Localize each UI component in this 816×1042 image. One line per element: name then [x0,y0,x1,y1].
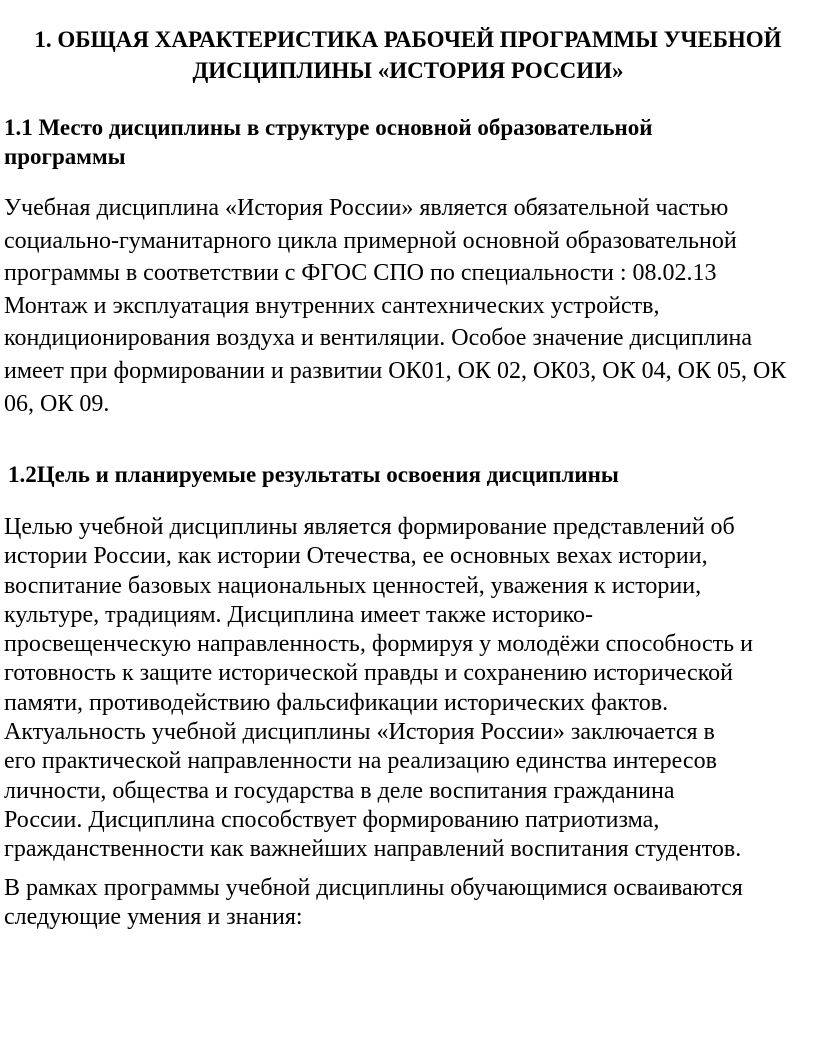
section-1-2-paragraph-skills-intro: В рамках программы учебной дисциплины обучающимися осваиваются следующие умения и знания: [4,875,743,931]
section-1-2-paragraph-relevance: Актуальность учебной дисциплины «История России» заключается в его практической направленности на реализацию единства интересов личности, общества и государства в деле воспитания гражданина России. Дисциплина способствует формированию патриотизма, гражданственности как важнейших направлений воспитания студентов. [4,719,742,863]
section-heading-1-1: 1.1 Место дисциплины в структуре основной образовательной программы [4,115,653,169]
document-title: 1. ОБЩАЯ ХАРАКТЕРИСТИКА РАБОЧЕЙ ПРОГРАММЫ УЧЕБНОЙ ДИСЦИПЛИНЫ «ИСТОРИЯ РОССИИ» [34,27,782,83]
section-1-2-paragraph-goal: Целью учебной дисциплины является формирование представлений об истории России, как истории Отечества, ее основных вехах истории, воспитание базовых национальных ценностей, уважения к истории, культуре, традициям. Дисциплина имеет также историко- просвещенческую направленность, формируя у молодёжи способность и готовность к защите исторической правды и сохранению исторической памяти, противодействию фальсификации исторических фактов. [4,514,753,716]
section-1-1-paragraph: Учебная дисциплина «История России» является обязательной частью социально-гуманитарного цикла примерной основной образовательной программы в соответствии с ФГОС СПО по специальности : 08.02.13 Монтаж и эксплуатация внутренних сантехнических устройств, кондиционирования воздуха и вентиляции. Особое значение дисциплина имеет при формировании и развитии ОК01, ОК 02, ОК03, ОК 04, ОК 05, ОК 06, ОК 09. [4,195,787,417]
section-heading-1-2: 1.2Цель и планируемые результаты освоения дисциплины [8,462,619,487]
